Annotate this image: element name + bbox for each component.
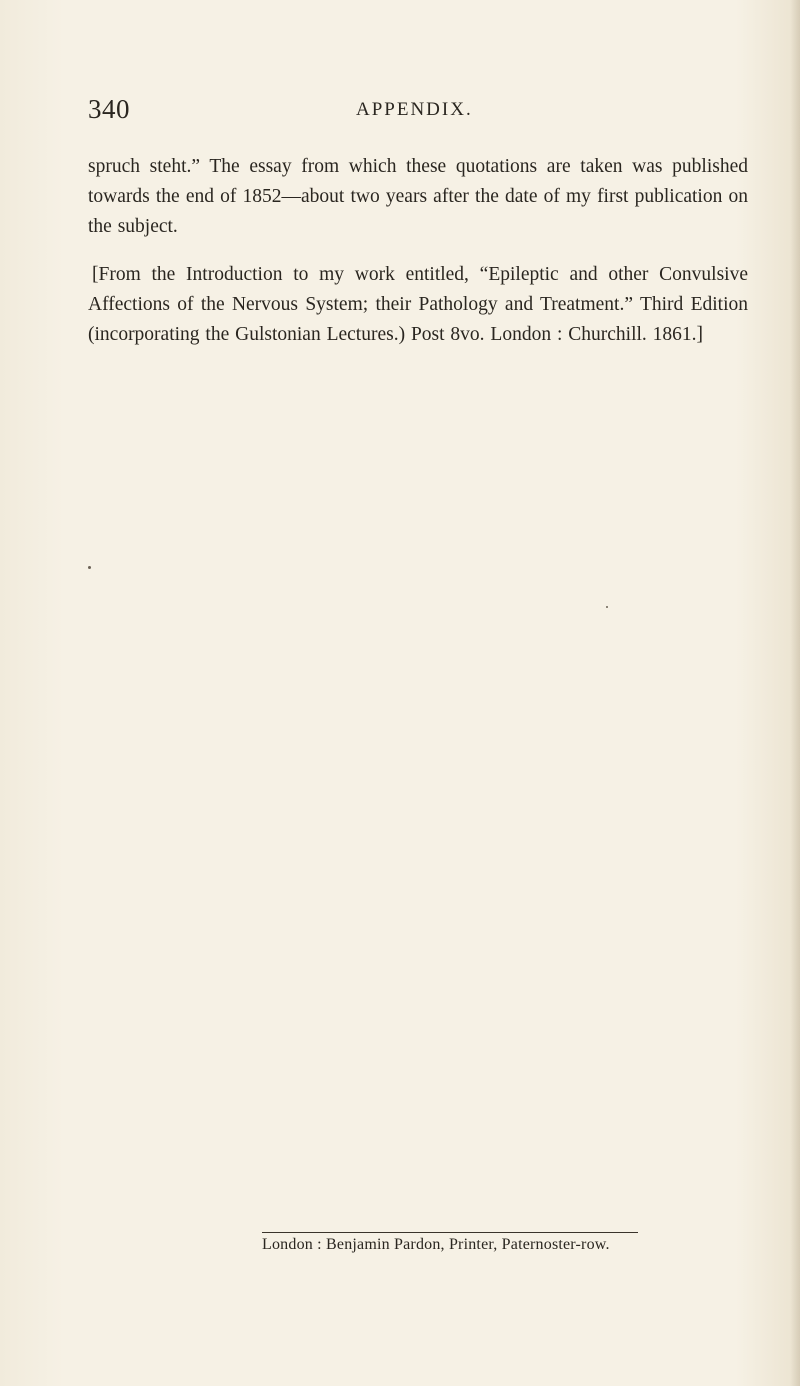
page-edge-shadow (790, 0, 800, 1386)
paper-speck (88, 566, 91, 569)
body-paragraph-1: spruch steht.” The essay from which these quotations are taken was published towards the end of 1852—about two years after the date of my first publication on the subject. (88, 156, 748, 237)
paper-speck (606, 606, 608, 608)
printer-imprint: London : Benjamin Pardon, Printer, Paternoster-row. (262, 1236, 610, 1253)
body-paragraph-2: [From the Introduction to my work entitled, “Epileptic and other Convulsive Affections of the Nervous System; their Pathology and Treatment.” Third Edition (incorporating the Gulstonian Lectures.) Post 8vo. London : Churchill. 1861.] (88, 264, 748, 345)
running-head: APPENDIX. (356, 99, 473, 120)
footer-rule (262, 1232, 638, 1233)
page-header (88, 94, 748, 128)
page-number: 340 (88, 94, 130, 124)
